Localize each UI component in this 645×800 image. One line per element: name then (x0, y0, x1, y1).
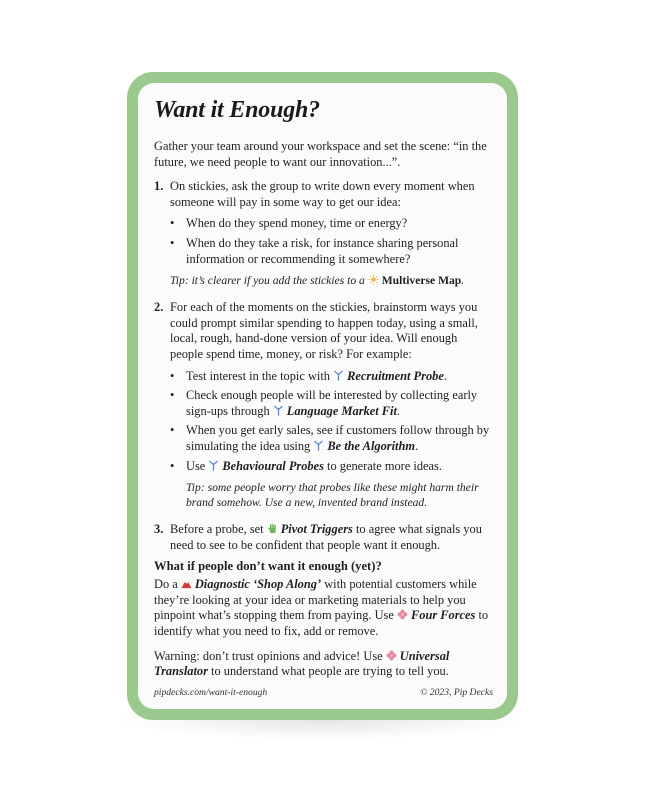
paragraph-diagnostic (154, 577, 493, 639)
step-number: 2. (154, 300, 164, 315)
probe-fork-icon (273, 405, 284, 416)
ref-four-forces[interactable]: Four Forces (410, 608, 476, 623)
paragraph-warning (154, 649, 493, 680)
card-footer (154, 687, 493, 698)
mountain-icon (181, 578, 192, 589)
step-number: 3. (154, 522, 164, 537)
bullet-item: • When do they spend money, time or energy? (170, 216, 408, 231)
tip-text (170, 273, 493, 288)
para-pre: Warning: don’t trust opinions and advice! Use (154, 648, 383, 663)
card-title: Want it Enough? (154, 97, 320, 123)
bullet-list (170, 369, 493, 475)
para-post: to understand what people are trying to tell you. (211, 664, 449, 679)
footer-url[interactable]: pipdecks.com/want-it-enough (154, 687, 268, 698)
probe-fork-icon (208, 460, 219, 471)
step-post: to agree what signals you need to see to be confident that people want it enough. (170, 522, 482, 552)
intro-text: Gather your team around your workspace and set the scene: “in the future, we need people to want our innovation...”. (154, 139, 487, 169)
step-2 (154, 300, 493, 516)
sun-icon (368, 274, 379, 285)
step-3 (154, 522, 493, 553)
ref-be-the-algorithm[interactable]: Be the Algorithm (327, 438, 416, 453)
bullet-pre: Check enough people will be interested by collecting early sign-ups through (186, 388, 478, 418)
probe-fork-icon (313, 440, 324, 451)
flower-icon (386, 650, 397, 661)
bullet-item: • Test interest in the topic with Recruitment Probe. (170, 368, 447, 383)
para-pre: Do a (154, 577, 178, 592)
bullet-item: • Use Behavioural Probes to generate more ideas. (170, 458, 442, 473)
bullet-post: . (396, 403, 401, 418)
bullet-item: • When you get early sales, see if customers follow through by simulating the idea using Be the Algorithm. (170, 423, 490, 453)
bullet-post: . (443, 368, 447, 383)
hand-icon (267, 523, 278, 534)
bullet-post: . (415, 438, 419, 453)
bullet-post: to generate more ideas. (327, 458, 442, 473)
tip-text: Tip: some people worry that probes like these might harm their brand somehow. Use a new, invented brand instead. (186, 481, 479, 510)
para-post: to identify what you need to fix, add or remove. (154, 608, 489, 639)
card (127, 72, 518, 720)
bullet-text: When do they take a risk, for instance sharing personal information or recommending it somewhere? (186, 235, 459, 266)
bullet-item: • When do they take a risk, for instance sharing personal information or recommending it somewhere? (170, 236, 493, 267)
bullet-list (170, 216, 493, 267)
bullet-pre: Test interest in the topic with (186, 368, 331, 383)
footer-copyright: © 2023, Pip Decks (420, 687, 493, 698)
probe-fork-icon (333, 370, 344, 381)
ref-pivot-triggers[interactable]: Pivot Triggers (280, 522, 353, 537)
ref-language-market-fit[interactable]: Language Market Fit (286, 403, 397, 418)
tip-pre: Tip: it’s clearer if you add the stickies to a (170, 274, 365, 288)
ref-universal-translator[interactable]: Universal Translator (154, 648, 450, 679)
step-number: 1. (154, 179, 164, 194)
card-inner (138, 83, 507, 709)
step-text: For each of the moments on the stickies, brainstorm ways you could prompt similar spending to happen today, using a small, local, rough, hand-done version of your idea. Will enough people spend time, money, or risk? For example: (170, 300, 478, 361)
bullet-text: When do they spend money, time or energy? (186, 216, 408, 231)
subheading: What if people don’t want it enough (yet)? (154, 559, 382, 574)
bullet-item: • Check enough people will be interested by collecting early sign-ups through Language Market Fit. (170, 388, 478, 418)
step-text (170, 522, 493, 553)
para-mid: with potential customers while they’re looking at your idea or marketing materials to help you pinpoint what’s stopping them from paying. Use (154, 577, 477, 623)
ref-recruitment-probe[interactable]: Recruitment Probe (347, 368, 444, 383)
ref-diagnostic-shop-along[interactable]: Diagnostic ‘Shop Along’ (194, 577, 322, 592)
tip-post: . (461, 274, 465, 288)
step-pre: Before a probe, set (170, 522, 264, 537)
ref-behavioural-probes[interactable]: Behavioural Probes (222, 458, 324, 473)
ref-multiverse-map[interactable]: Multiverse Map (381, 274, 462, 288)
bullet-pre: Use (186, 458, 206, 473)
bullet-pre: When you get early sales, see if customers follow through by simulating the idea using (186, 423, 490, 453)
flower-icon (397, 609, 408, 620)
step-1 (154, 179, 493, 294)
step-text: On stickies, ask the group to write down every moment when someone will pay in some way to get our idea: (170, 179, 475, 209)
